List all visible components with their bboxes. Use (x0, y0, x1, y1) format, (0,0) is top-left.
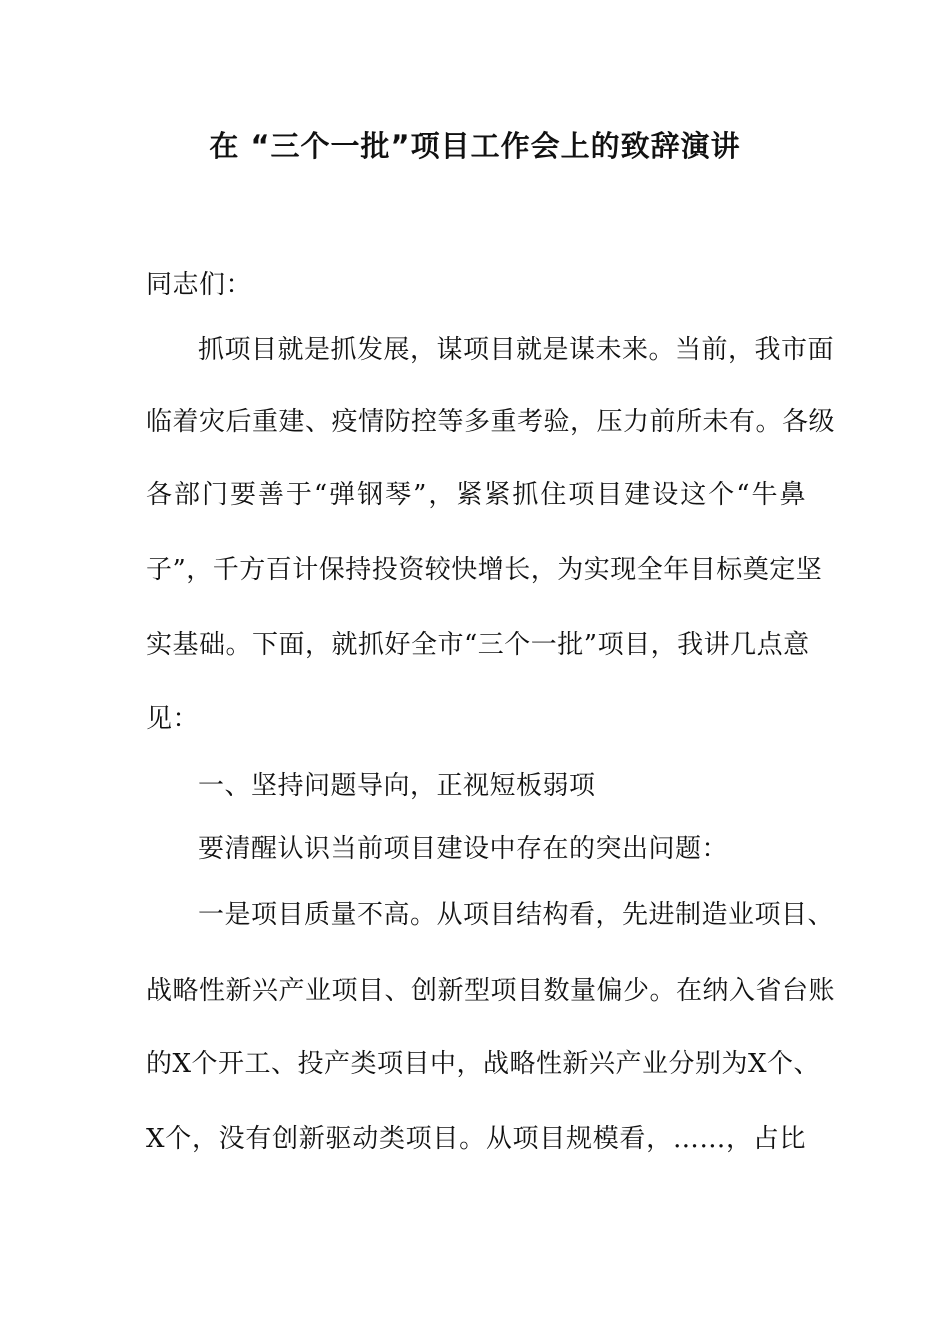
paragraph-line: 一是项目质量不高。从项目结构看，先进制造业项目、 (198, 900, 835, 930)
paragraph-line: 临着灾后重建、疫情防控等多重考验，压力前所未有。各级 (146, 407, 836, 437)
paragraph-line: 见： (146, 704, 200, 734)
paragraph-line: 各部门要善于“弹钢琴”，紧紧抓住项目建设这个“牛鼻 (146, 480, 806, 510)
salutation: 同志们： (146, 270, 253, 300)
paragraph-line: 实基础。下面，就抓好全市“三个一批”项目，我讲几点意 (146, 630, 810, 660)
paragraph-line: 要清醒认识当前项目建设中存在的突出问题： (198, 834, 729, 864)
paragraph-line: X个，没有创新驱动类项目。从项目规模看，……，占比 (146, 1124, 806, 1154)
paragraph-line: 战略性新兴产业项目、创新型项目数量偏少。在纳入省台账 (146, 976, 836, 1006)
paragraph-line: 的X个开工、投产类项目中，战略性新兴产业分别为X个、 (146, 1049, 821, 1079)
paragraph-line: 抓项目就是抓发展，谋项目就是谋未来。当前，我市面 (198, 335, 835, 365)
document-title: 在 “三个一批”项目工作会上的致辞演讲 (209, 129, 741, 163)
section-heading: 一、坚持问题导向，正视短板弱项 (198, 771, 596, 801)
paragraph-line: 子”，千方百计保持投资较快增长，为实现全年目标奠定坚 (146, 555, 823, 585)
